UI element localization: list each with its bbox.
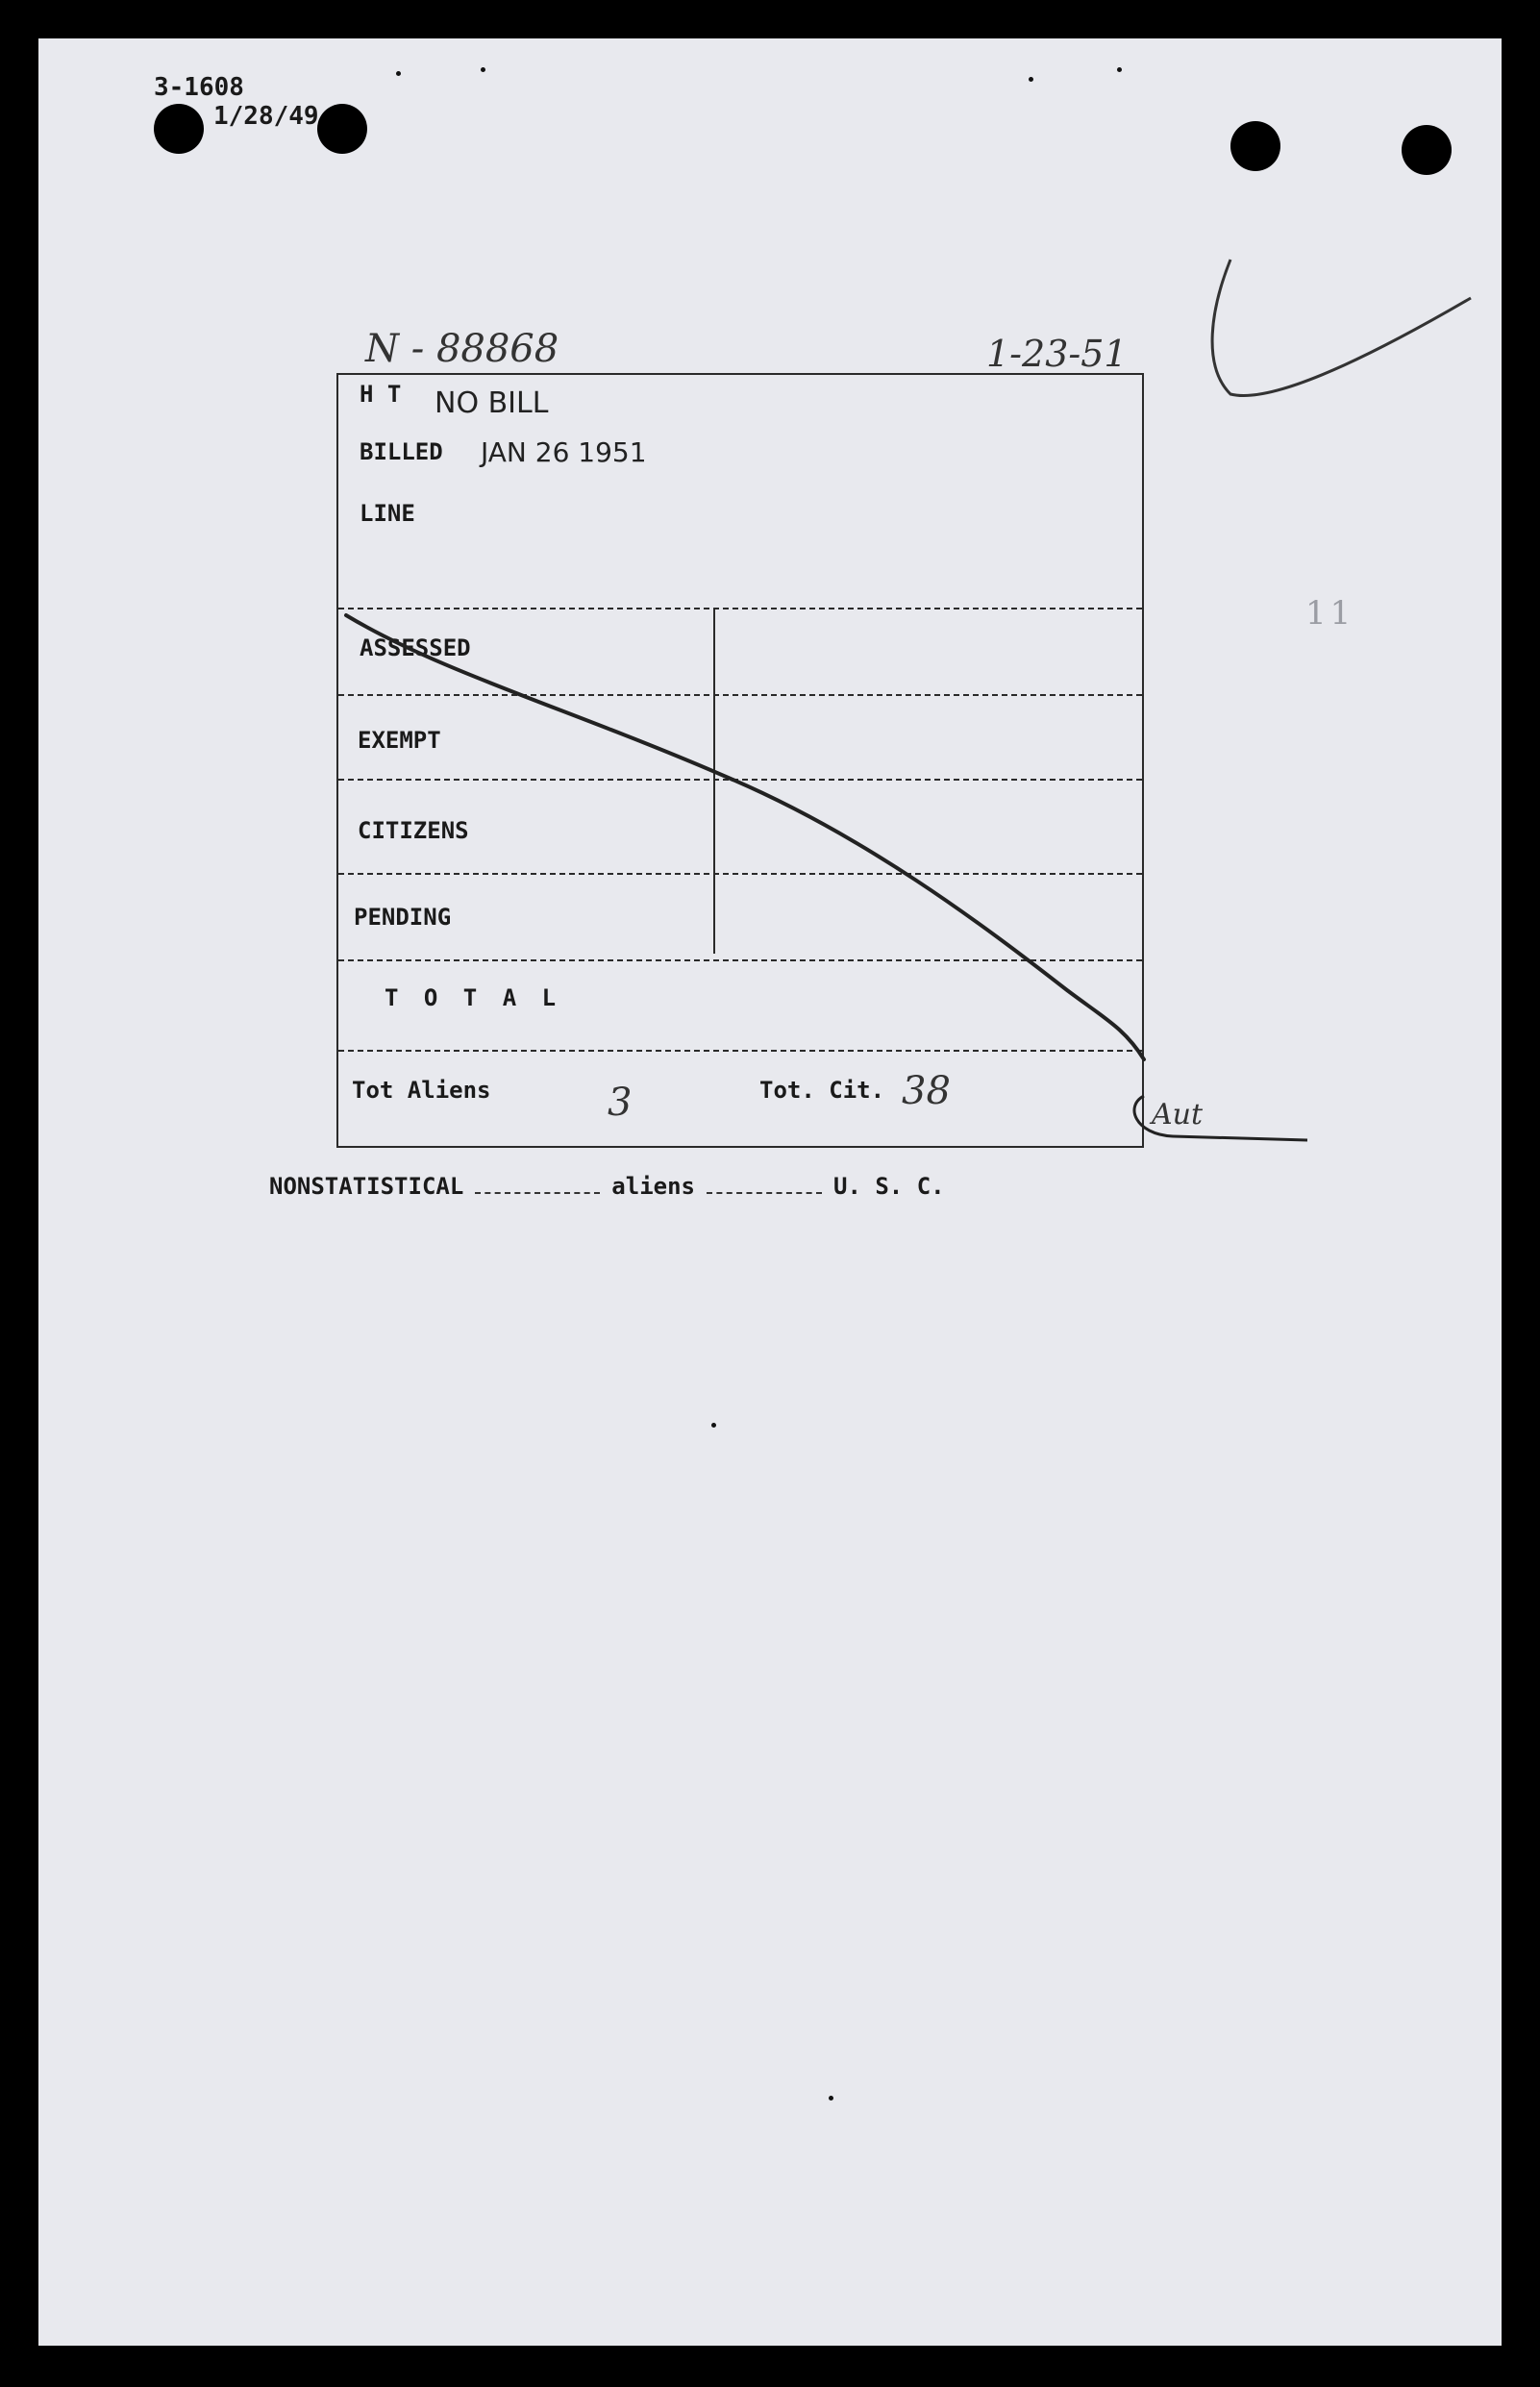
check-mark-icon: [1192, 250, 1480, 442]
punch-hole: [317, 104, 367, 154]
initials-underline: [1096, 1086, 1327, 1163]
tot-aliens-label: Tot Aliens: [352, 1077, 491, 1104]
row-label-pending: PENDING: [354, 904, 452, 931]
row-label-assessed: ASSESSED: [360, 634, 471, 661]
line-label: LINE: [360, 500, 415, 527]
form-code-line2: 1/28/49: [213, 102, 319, 131]
total-label: T O T A L: [385, 984, 562, 1011]
punch-hole: [154, 104, 204, 154]
speck: [829, 2096, 833, 2101]
ht-label: H T: [360, 381, 402, 408]
form-code-line1: 3-1608: [154, 73, 244, 102]
usc-label: U. S. C.: [833, 1173, 945, 1200]
aliens-blank: [707, 1192, 822, 1194]
row-label-citizens: CITIZENS: [358, 817, 469, 844]
speck: [1029, 77, 1033, 82]
speck: [1117, 67, 1122, 72]
billed-date-stamp: JAN 26 1951: [481, 436, 647, 468]
aliens-label: aliens: [611, 1173, 695, 1200]
speck: [396, 71, 401, 76]
handwritten-date: 1-23-51: [986, 333, 1128, 375]
punch-hole: [1230, 121, 1280, 171]
billed-label: BILLED: [360, 438, 443, 465]
tot-cit-value: 38: [902, 1069, 951, 1113]
file-number: N - 88868: [365, 327, 559, 371]
document-page: [38, 38, 1502, 2346]
margin-mark: 11: [1305, 594, 1355, 633]
no-bill-stamp: NO BILL: [435, 386, 549, 420]
tot-cit-label: Tot. Cit.: [759, 1077, 885, 1104]
punch-hole: [1402, 125, 1452, 175]
initials: Aut: [1152, 1098, 1204, 1131]
footer-line: [269, 1173, 945, 1200]
speck: [711, 1423, 716, 1428]
tot-aliens-value: 3: [608, 1081, 633, 1125]
row-label-exempt: EXEMPT: [358, 727, 441, 754]
strike-through-line: [327, 606, 1173, 1086]
nonstatistical-blank: [475, 1192, 600, 1194]
speck: [481, 67, 485, 72]
nonstatistical-label: NONSTATISTICAL: [269, 1173, 464, 1200]
